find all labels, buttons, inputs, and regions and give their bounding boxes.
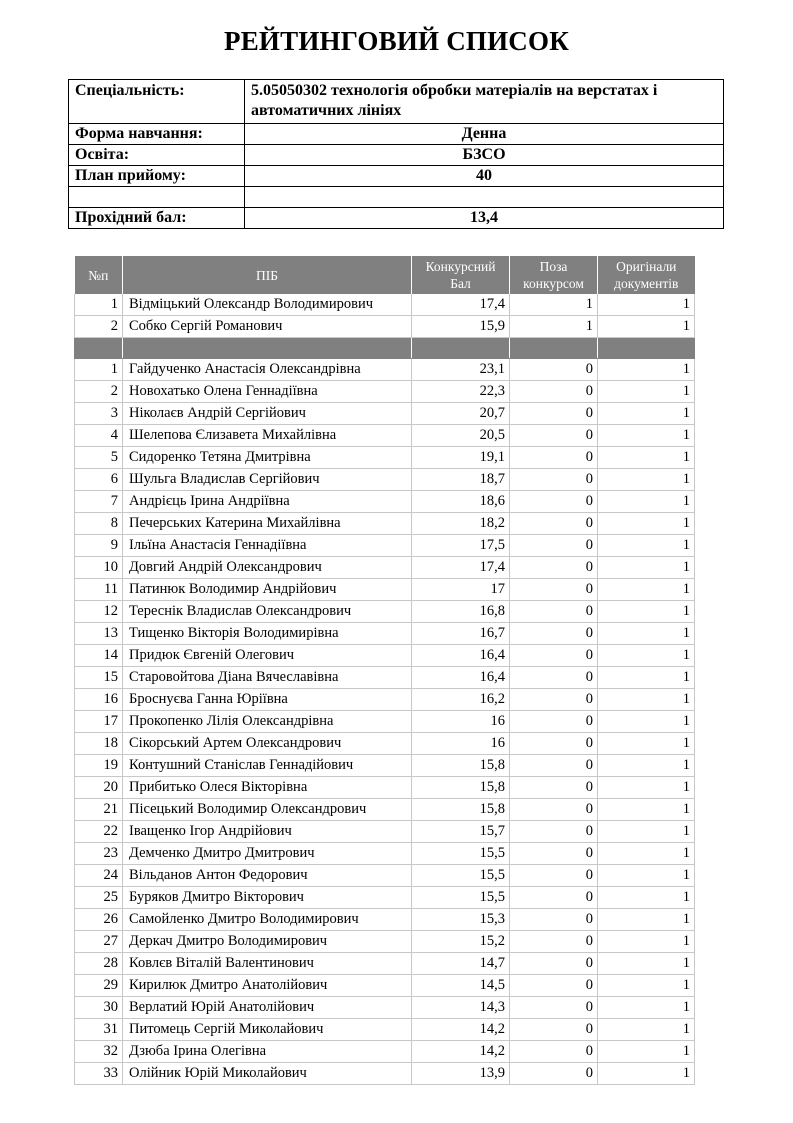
table-row	[75, 491, 695, 513]
row-score: 14,3	[412, 997, 510, 1019]
row-name: Сікорський Артем Олександрович	[123, 733, 412, 755]
info-row-education	[69, 145, 724, 166]
table-row	[75, 711, 695, 733]
row-out-of-competition: 0	[510, 579, 598, 601]
row-out-of-competition: 0	[510, 1019, 598, 1041]
row-originals: 1	[598, 513, 695, 535]
row-out-of-competition: 0	[510, 799, 598, 821]
page-title: РЕЙТИНГОВИЙ СПИСОК	[224, 26, 569, 56]
row-num: 22	[75, 821, 123, 843]
table-row	[75, 579, 695, 601]
row-out-of-competition: 0	[510, 689, 598, 711]
table-row	[75, 359, 695, 381]
row-score: 15,5	[412, 865, 510, 887]
row-out-of-competition: 0	[510, 755, 598, 777]
row-score: 16,8	[412, 601, 510, 623]
row-originals: 1	[598, 535, 695, 557]
row-name: Тереснік Владислав Олександрович	[123, 601, 412, 623]
row-name: Пісецький Володимир Олександрович	[123, 799, 412, 821]
row-originals: 1	[598, 865, 695, 887]
row-out-of-competition: 0	[510, 865, 598, 887]
row-num: 18	[75, 733, 123, 755]
row-name: Буряков Дмитро Вікторович	[123, 887, 412, 909]
row-out-of-competition: 0	[510, 997, 598, 1019]
table-row	[75, 865, 695, 887]
row-num: 23	[75, 843, 123, 865]
row-num: 28	[75, 953, 123, 975]
ranking-table	[74, 256, 695, 1085]
row-score: 17,5	[412, 535, 510, 557]
row-num: 7	[75, 491, 123, 513]
row-originals: 1	[598, 447, 695, 469]
row-originals: 1	[598, 689, 695, 711]
row-name: Шелепова Єлизавета Михайлівна	[123, 425, 412, 447]
row-originals: 1	[598, 909, 695, 931]
table-row	[75, 381, 695, 403]
separator-row	[75, 338, 695, 359]
main-rows	[75, 359, 695, 1085]
row-originals: 1	[598, 821, 695, 843]
header-originals	[598, 256, 695, 294]
row-num: 4	[75, 425, 123, 447]
row-num: 10	[75, 557, 123, 579]
row-score: 17	[412, 579, 510, 601]
row-name: Дзюба Ірина Олегівна	[123, 1041, 412, 1063]
row-num: 2	[75, 316, 123, 338]
header-out-line1: Поза	[539, 259, 568, 274]
row-num: 5	[75, 447, 123, 469]
row-out-of-competition: 0	[510, 601, 598, 623]
row-num: 8	[75, 513, 123, 535]
header-num: №п	[75, 256, 123, 294]
row-name: Придюк Євгеній Олегович	[123, 645, 412, 667]
row-num: 25	[75, 887, 123, 909]
row-out-of-competition: 0	[510, 1063, 598, 1085]
row-originals: 1	[598, 359, 695, 381]
row-score: 16	[412, 711, 510, 733]
row-num: 15	[75, 667, 123, 689]
table-row	[75, 294, 695, 316]
row-num: 29	[75, 975, 123, 997]
row-score: 15,5	[412, 843, 510, 865]
row-name: Олійник Юрій Миколайович	[123, 1063, 412, 1085]
row-out-of-competition: 0	[510, 403, 598, 425]
passing-value: 13,4	[245, 208, 724, 229]
table-row	[75, 316, 695, 338]
table-row	[75, 601, 695, 623]
row-originals: 1	[598, 711, 695, 733]
row-originals: 1	[598, 403, 695, 425]
row-score: 15,7	[412, 821, 510, 843]
row-score: 18,6	[412, 491, 510, 513]
row-originals: 1	[598, 997, 695, 1019]
separator-body	[75, 338, 695, 359]
row-out-of-competition: 0	[510, 645, 598, 667]
row-num: 11	[75, 579, 123, 601]
row-originals: 1	[598, 645, 695, 667]
table-row	[75, 1019, 695, 1041]
row-name: Відміцький Олександр Володимирович	[123, 294, 412, 316]
specialty-label: Спеціальність:	[69, 80, 245, 124]
table-row	[75, 975, 695, 997]
row-num: 9	[75, 535, 123, 557]
header-score-line1: Конкурсний	[425, 259, 496, 274]
row-originals: 1	[598, 953, 695, 975]
row-out-of-competition: 1	[510, 294, 598, 316]
row-originals: 1	[598, 601, 695, 623]
table-row	[75, 689, 695, 711]
row-score: 16,7	[412, 623, 510, 645]
row-name: Ільїна Анастасія Геннадіївна	[123, 535, 412, 557]
row-score: 22,3	[412, 381, 510, 403]
row-name: Деркач Дмитро Володимирович	[123, 931, 412, 953]
row-score: 16,4	[412, 645, 510, 667]
header-orig-line2: документів	[614, 276, 679, 291]
row-originals: 1	[598, 975, 695, 997]
row-name: Демченко Дмитро Дмитрович	[123, 843, 412, 865]
table-row	[75, 403, 695, 425]
row-score: 15,2	[412, 931, 510, 953]
row-num: 3	[75, 403, 123, 425]
row-out-of-competition: 0	[510, 777, 598, 799]
row-out-of-competition: 0	[510, 733, 598, 755]
row-originals: 1	[598, 579, 695, 601]
row-out-of-competition: 0	[510, 975, 598, 997]
row-score: 16,4	[412, 667, 510, 689]
row-num: 17	[75, 711, 123, 733]
row-score: 16	[412, 733, 510, 755]
specialty-value: 5.05050302 технологія обробки матеріалів на верстатах і автоматичних лініях	[245, 80, 724, 124]
row-num: 20	[75, 777, 123, 799]
row-originals: 1	[598, 931, 695, 953]
row-name: Прибитько Олеся Вікторівна	[123, 777, 412, 799]
row-num: 12	[75, 601, 123, 623]
row-score: 14,2	[412, 1041, 510, 1063]
header-score	[412, 256, 510, 294]
header-score-line2: Бал	[450, 276, 471, 291]
table-row	[75, 909, 695, 931]
table-row	[75, 931, 695, 953]
info-row-empty	[69, 187, 724, 208]
table-row	[75, 1063, 695, 1085]
row-num: 1	[75, 294, 123, 316]
table-row	[75, 777, 695, 799]
row-originals: 1	[598, 1041, 695, 1063]
header-name: ПІБ	[123, 256, 412, 294]
row-num: 16	[75, 689, 123, 711]
row-originals: 1	[598, 843, 695, 865]
table-row	[75, 755, 695, 777]
row-originals: 1	[598, 294, 695, 316]
row-score: 17,4	[412, 557, 510, 579]
row-score: 18,2	[412, 513, 510, 535]
row-score: 15,8	[412, 777, 510, 799]
row-num: 21	[75, 799, 123, 821]
row-out-of-competition: 0	[510, 535, 598, 557]
priority-rows	[75, 294, 695, 338]
row-out-of-competition: 0	[510, 469, 598, 491]
row-originals: 1	[598, 623, 695, 645]
row-score: 18,7	[412, 469, 510, 491]
row-score: 20,7	[412, 403, 510, 425]
table-row	[75, 425, 695, 447]
row-name: Верлатий Юрій Анатолійович	[123, 997, 412, 1019]
row-score: 15,8	[412, 755, 510, 777]
row-out-of-competition: 0	[510, 447, 598, 469]
row-originals: 1	[598, 381, 695, 403]
row-score: 16,2	[412, 689, 510, 711]
row-originals: 1	[598, 425, 695, 447]
row-name: Новохатько Олена Геннадіївна	[123, 381, 412, 403]
row-name: Патинюк Володимир Андрійович	[123, 579, 412, 601]
row-out-of-competition: 0	[510, 909, 598, 931]
row-num: 24	[75, 865, 123, 887]
row-name: Іващенко Ігор Андрійович	[123, 821, 412, 843]
row-name: Гайдученко Анастасія Олександрівна	[123, 359, 412, 381]
row-out-of-competition: 0	[510, 711, 598, 733]
row-out-of-competition: 0	[510, 667, 598, 689]
row-out-of-competition: 0	[510, 931, 598, 953]
row-originals: 1	[598, 557, 695, 579]
row-name: Собко Сергій Романович	[123, 316, 412, 338]
row-originals: 1	[598, 316, 695, 338]
row-out-of-competition: 0	[510, 623, 598, 645]
education-label: Освіта:	[69, 145, 245, 166]
row-name: Ковлєв Віталій Валентинович	[123, 953, 412, 975]
info-row-passing	[69, 208, 724, 229]
row-name: Самойленко Дмитро Володимирович	[123, 909, 412, 931]
education-value: БЗСО	[245, 145, 724, 166]
plan-value: 40	[245, 166, 724, 187]
row-name: Вільданов Антон Федорович	[123, 865, 412, 887]
row-out-of-competition: 0	[510, 513, 598, 535]
row-num: 1	[75, 359, 123, 381]
row-out-of-competition: 0	[510, 821, 598, 843]
table-row	[75, 799, 695, 821]
table-row	[75, 733, 695, 755]
row-originals: 1	[598, 1019, 695, 1041]
passing-label: Прохідний бал:	[69, 208, 245, 229]
table-row	[75, 997, 695, 1019]
table-row	[75, 1041, 695, 1063]
row-name: Печерських Катерина Михайлівна	[123, 513, 412, 535]
row-name: Контушний Станіслав Геннадійович	[123, 755, 412, 777]
row-name: Тищенко Вікторія Володимирівна	[123, 623, 412, 645]
row-score: 14,2	[412, 1019, 510, 1041]
row-name: Броснуєва Ганна Юріївна	[123, 689, 412, 711]
plan-label: План прийому:	[69, 166, 245, 187]
row-num: 2	[75, 381, 123, 403]
row-originals: 1	[598, 733, 695, 755]
table-row	[75, 623, 695, 645]
row-out-of-competition: 0	[510, 843, 598, 865]
info-row-form	[69, 124, 724, 145]
row-num: 13	[75, 623, 123, 645]
row-num: 14	[75, 645, 123, 667]
row-num: 27	[75, 931, 123, 953]
table-row	[75, 535, 695, 557]
row-num: 6	[75, 469, 123, 491]
table-row	[75, 667, 695, 689]
row-out-of-competition: 0	[510, 359, 598, 381]
row-out-of-competition: 0	[510, 887, 598, 909]
row-out-of-competition: 0	[510, 381, 598, 403]
row-name: Питомець Сергій Миколайович	[123, 1019, 412, 1041]
row-num: 30	[75, 997, 123, 1019]
row-name: Прокопенко Лілія Олександрівна	[123, 711, 412, 733]
row-num: 26	[75, 909, 123, 931]
row-name: Старовойтова Діана Вячеславівна	[123, 667, 412, 689]
row-score: 17,4	[412, 294, 510, 316]
table-row	[75, 887, 695, 909]
row-name: Сидоренко Тетяна Дмитрівна	[123, 447, 412, 469]
row-num: 32	[75, 1041, 123, 1063]
table-row	[75, 557, 695, 579]
table-row	[75, 821, 695, 843]
info-row-specialty	[69, 80, 724, 124]
row-originals: 1	[598, 491, 695, 513]
row-score: 19,1	[412, 447, 510, 469]
row-originals: 1	[598, 667, 695, 689]
row-name: Довгий Андрій Олександрович	[123, 557, 412, 579]
row-name: Шульга Владислав Сергійович	[123, 469, 412, 491]
row-num: 31	[75, 1019, 123, 1041]
row-originals: 1	[598, 887, 695, 909]
row-name: Андрієць Ірина Андріївна	[123, 491, 412, 513]
row-name: Кирилюк Дмитро Анатолійович	[123, 975, 412, 997]
row-out-of-competition: 0	[510, 557, 598, 579]
table-row	[75, 843, 695, 865]
info-table	[68, 79, 724, 229]
table-row	[75, 513, 695, 535]
row-originals: 1	[598, 799, 695, 821]
row-out-of-competition: 1	[510, 316, 598, 338]
row-score: 15,8	[412, 799, 510, 821]
row-score: 15,5	[412, 887, 510, 909]
row-originals: 1	[598, 469, 695, 491]
empty-label	[69, 187, 245, 208]
form-label: Форма навчання:	[69, 124, 245, 145]
header-orig-line1: Оригінали	[616, 259, 677, 274]
form-value: Денна	[245, 124, 724, 145]
table-row	[75, 447, 695, 469]
row-originals: 1	[598, 755, 695, 777]
row-out-of-competition: 0	[510, 491, 598, 513]
row-num: 33	[75, 1063, 123, 1085]
row-out-of-competition: 0	[510, 953, 598, 975]
row-originals: 1	[598, 777, 695, 799]
row-score: 14,5	[412, 975, 510, 997]
table-row	[75, 953, 695, 975]
table-row	[75, 469, 695, 491]
row-score: 23,1	[412, 359, 510, 381]
row-num: 19	[75, 755, 123, 777]
ranking-header-row	[75, 256, 695, 294]
header-out-of-competition	[510, 256, 598, 294]
row-score: 20,5	[412, 425, 510, 447]
row-score: 15,3	[412, 909, 510, 931]
row-score: 13,9	[412, 1063, 510, 1085]
empty-value	[245, 187, 724, 208]
info-row-plan	[69, 166, 724, 187]
table-row	[75, 645, 695, 667]
header-out-line2: конкурсом	[523, 276, 584, 291]
row-score: 14,7	[412, 953, 510, 975]
row-out-of-competition: 0	[510, 425, 598, 447]
row-originals: 1	[598, 1063, 695, 1085]
row-out-of-competition: 0	[510, 1041, 598, 1063]
row-name: Ніколаєв Андрій Сергійович	[123, 403, 412, 425]
row-score: 15,9	[412, 316, 510, 338]
